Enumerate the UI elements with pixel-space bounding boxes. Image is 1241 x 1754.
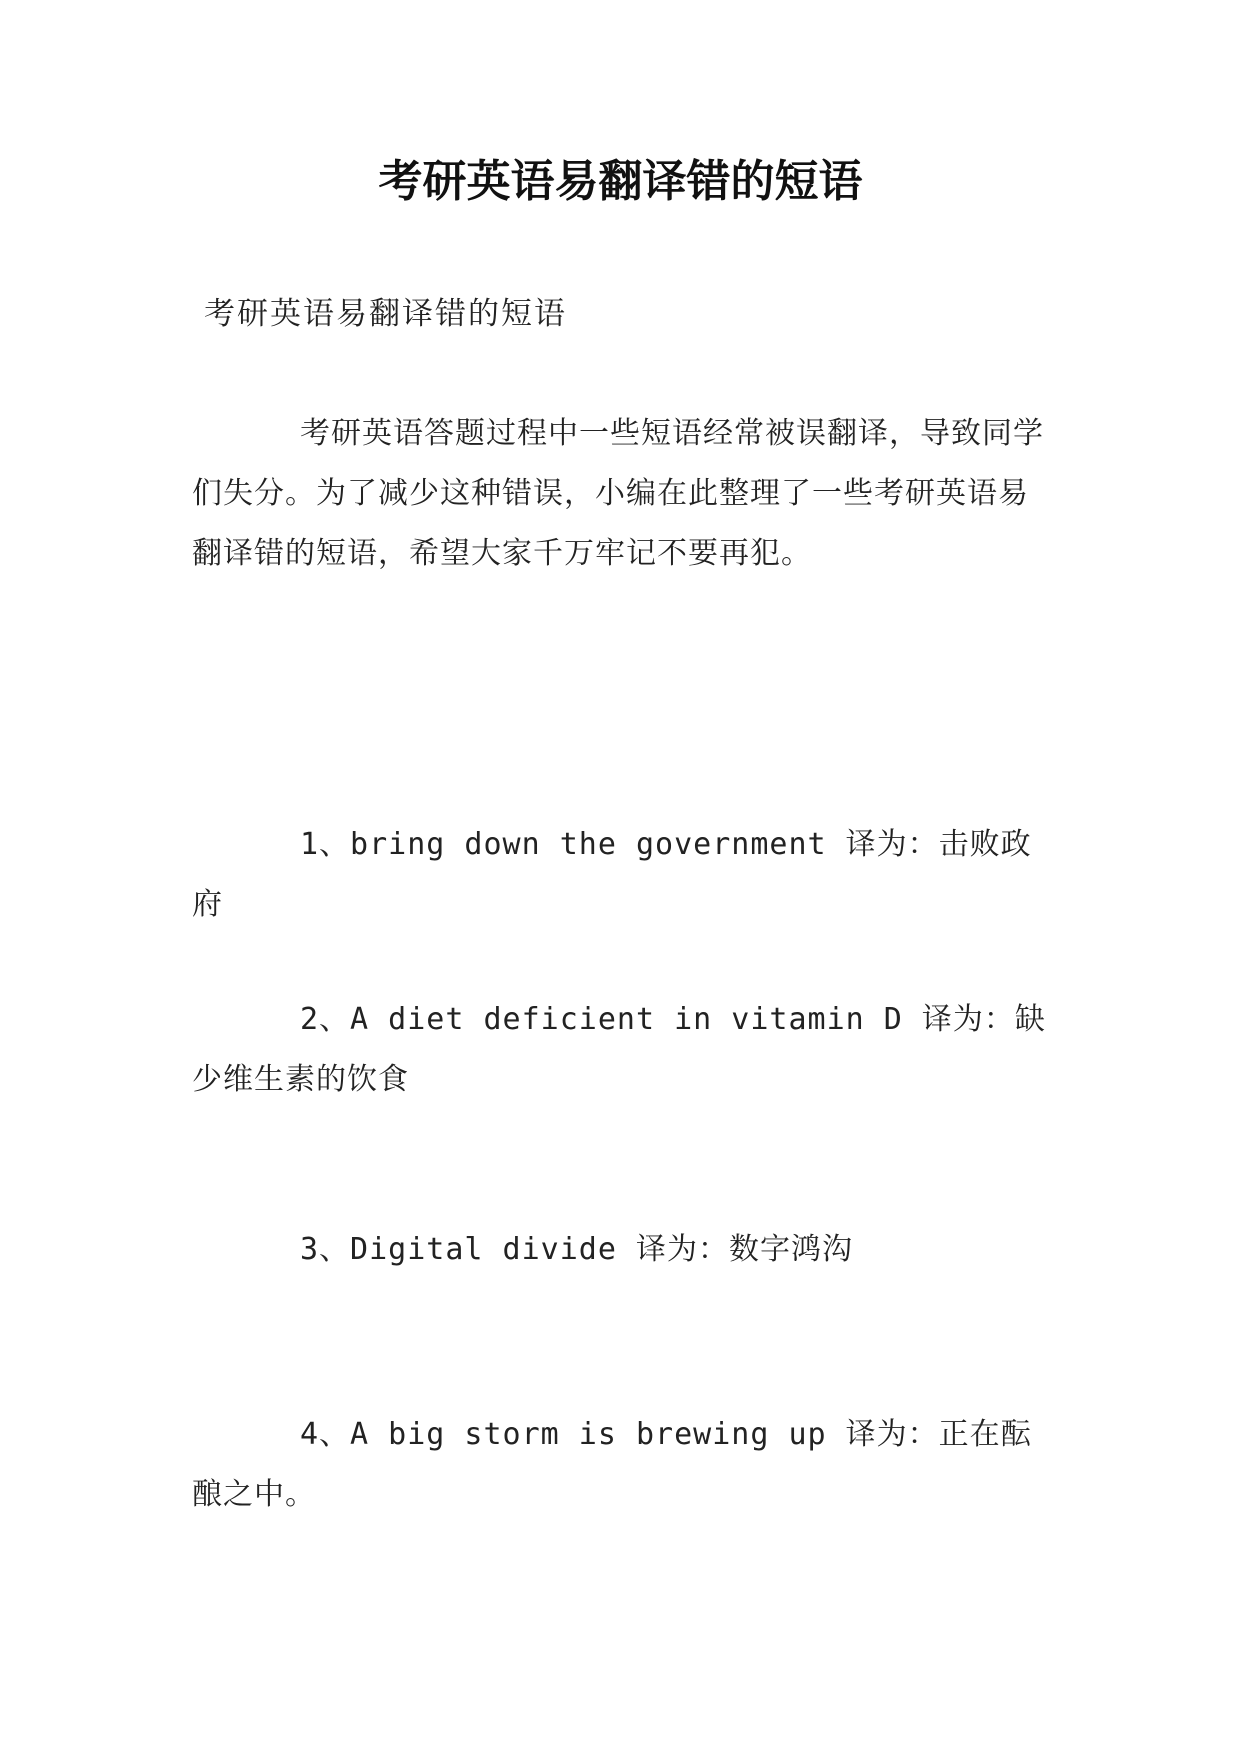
list-item: 2、A diet deficient in vitamin D 译为：缺少维生素的饮食 — [192, 1002, 1046, 1097]
list-item: 1、bring down the government 译为：击败政府 — [192, 827, 1032, 922]
list-item: 4、A big storm is brewing up 译为：正在酝酿之中。 — [192, 1417, 1032, 1512]
intro-paragraph: 考研英语答题过程中一些短语经常被误翻译，导致同学们失分。为了减少这种错误，小编在此整理了一些考研英语易翻译错的短语，希望大家千万牢记不要再犯。 — [192, 416, 1044, 571]
list-item: 3、Digital divide 译为：数字鸿沟 — [300, 1232, 853, 1267]
document-subtitle: 考研英语易翻译错的短语 — [204, 296, 567, 332]
document-title: 考研英语易翻译错的短语 — [378, 156, 863, 207]
